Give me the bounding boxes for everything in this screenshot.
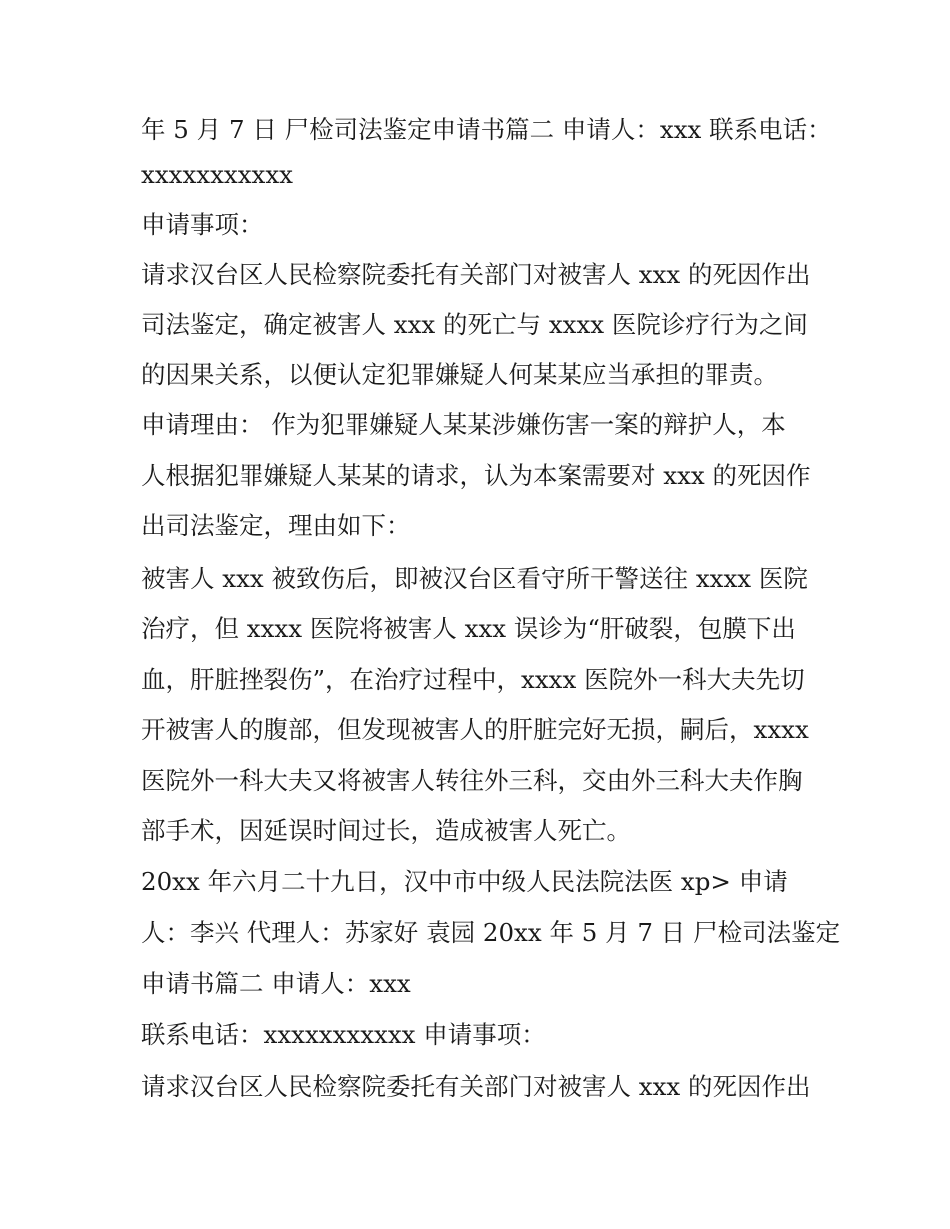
text-line: 被害人 xxx 被致伤后，即被汉台区看守所干警送往 xxxx 医院 (141, 564, 808, 593)
text-line: 人：李兴 代理人：苏家好 袁园 20xx 年 5 月 7 日 尸检司法鉴定 (141, 918, 841, 947)
text-line: 的因果关系，以便认定犯罪嫌疑人何某某应当承担的罪责。 (141, 360, 778, 389)
text-line: 联系电话：xxxxxxxxxxx 申请事项： (141, 1020, 546, 1049)
text-line: 申请书篇二 申请人：xxx (141, 969, 411, 998)
text-line: 治疗，但 xxxx 医院将被害人 xxx 误诊为“肝破裂，包膜下出 (141, 614, 796, 643)
text-line: 请求汉台区人民检察院委托有关部门对被害人 xxx 的死因作出 (141, 260, 811, 289)
text-line: 年 5 月 7 日 尸检司法鉴定申请书篇二 申请人：xxx 联系电话： (141, 115, 832, 144)
text-line: 出司法鉴定，理由如下： (141, 511, 411, 540)
text-line: 人根据犯罪嫌疑人某某的请求，认为本案需要对 xxx 的死因作 (141, 461, 811, 490)
text-line: xxxxxxxxxxx (141, 160, 293, 189)
text-line: 申请事项： (141, 210, 264, 239)
text-line: 开被害人的腹部，但发现被害人的肝脏完好无损，嗣后，xxxx (141, 715, 809, 744)
text-line: 请求汉台区人民检察院委托有关部门对被害人 xxx 的死因作出 (141, 1072, 811, 1101)
text-line: 部手术，因延误时间过长，造成被害人死亡。 (141, 816, 631, 845)
text-line: 医院外一科大夫又将被害人转往外三科，交由外三科大夫作胸 (141, 766, 803, 795)
text-line: 20xx 年六月二十九日，汉中市中级人民法院法医 xp> 申请 (141, 867, 788, 896)
text-line: 司法鉴定，确定被害人 xxx 的死亡与 xxxx 医院诊疗行为之间 (141, 310, 808, 339)
text-line: 血，肝脏挫裂伤”，在治疗过程中，xxxx 医院外一科大夫先切 (141, 665, 805, 694)
text-line: 申请理由： 作为犯罪嫌疑人某某涉嫌伤害一案的辩护人，本 (141, 410, 786, 439)
